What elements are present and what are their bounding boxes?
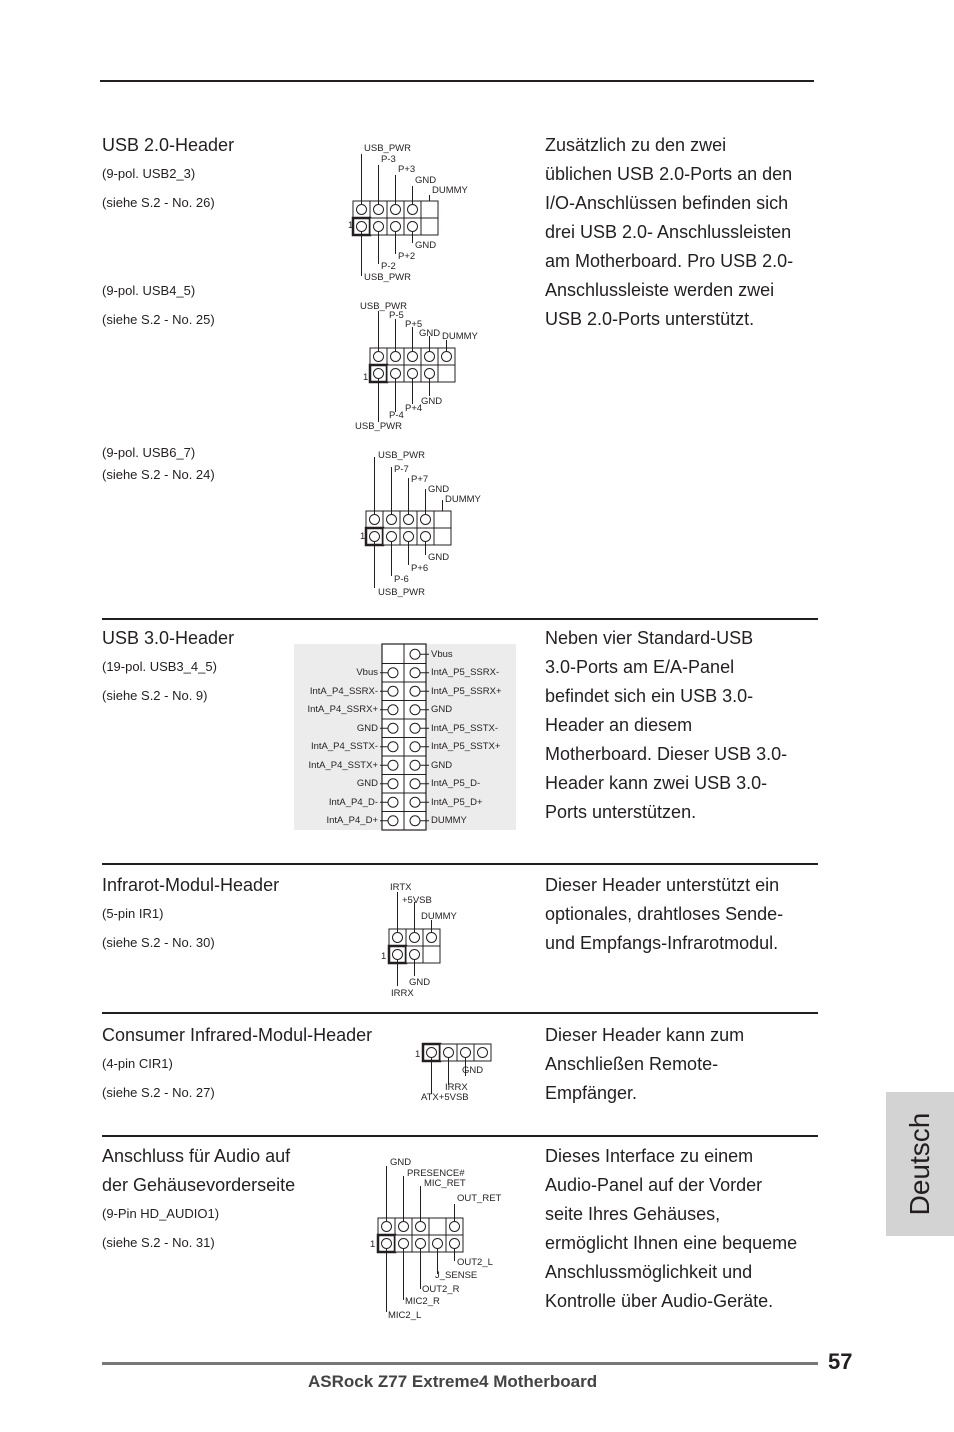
pin1-label: 1	[360, 531, 366, 542]
pin-label: P-3	[381, 154, 396, 165]
audio-desc-line: Anschlussmöglichkeit und	[545, 1262, 753, 1282]
cir-description	[545, 1021, 820, 1108]
pin-label: J_SENSE	[435, 1270, 478, 1281]
cir-pin-diagram	[414, 1040, 509, 1105]
usb3-desc-line: 3.0-Ports am E/A-Panel	[545, 657, 735, 677]
usb3-pin-diagram	[294, 644, 516, 830]
pin-label: IntA_P5_D-	[431, 778, 481, 789]
pin	[388, 723, 398, 733]
pin-label: IntA_P5_SSTX-	[431, 723, 499, 734]
pin-label: P-7	[394, 464, 409, 475]
pin-label: MIC2_L	[388, 1310, 422, 1321]
usb2-desc-line: I/O-Anschlüssen befinden sich	[545, 193, 789, 213]
audio-title-line1: Anschluss für Audio auf	[102, 1146, 291, 1166]
section-divider	[102, 863, 818, 865]
pin-label: USB_PWR	[378, 587, 425, 598]
pin	[388, 760, 398, 770]
pin-label: GND	[428, 552, 450, 563]
usb2-sub2a: (9-pol. USB4_5)	[102, 283, 196, 298]
usb3-desc-line: Neben vier Standard-USB	[545, 628, 754, 648]
pin-label: USB_PWR	[360, 301, 407, 312]
cir-sub-a: (4-pin CIR1)	[102, 1056, 173, 1071]
ir-description	[545, 871, 820, 958]
ir-title: Infrarot-Modul-Header	[102, 875, 280, 895]
pin-label: IntA_P4_D-	[328, 797, 378, 808]
ir-desc-line: und Empfangs-Infrarotmodul.	[545, 933, 779, 953]
usb2-desc-line: USB 2.0-Ports unterstützt.	[545, 309, 755, 329]
ir-sub-b: (siehe S.2 - No. 30)	[102, 935, 215, 950]
pin-label: P-4	[389, 410, 404, 421]
pin-label: IntA_P5_SSRX-	[431, 667, 500, 678]
pin-label: USB_PWR	[364, 272, 411, 283]
pin	[388, 705, 398, 715]
section-divider	[102, 1135, 818, 1137]
pin	[388, 668, 398, 678]
pin-label: GND	[390, 1157, 412, 1168]
pin-label: +5VSB	[402, 895, 432, 906]
pin1-label: 1	[363, 372, 369, 383]
pin-label: GND	[419, 328, 441, 339]
usb3-title: USB 3.0-Header	[102, 628, 235, 648]
pin	[410, 668, 420, 678]
pin	[388, 797, 398, 807]
usb6-7-pin-diagram	[358, 447, 498, 599]
pin	[388, 779, 398, 789]
usb3-desc-line: Ports unterstützen.	[545, 802, 697, 822]
pin	[410, 797, 420, 807]
pin	[410, 760, 420, 770]
pin-label: P-2	[381, 261, 396, 272]
usb2-desc-line: Zusätzlich zu den zwei	[545, 135, 727, 155]
pin-label: IRTX	[390, 882, 412, 893]
usb3-sub-a: (19-pol. USB3_4_5)	[102, 659, 217, 674]
pin-label: MIC2_R	[405, 1296, 440, 1307]
cir-title: Consumer Infrared-Modul-Header	[102, 1025, 373, 1045]
pin-label: USB_PWR	[355, 421, 402, 432]
pin-label: IntA_P5_SSRX+	[431, 686, 502, 697]
cir-desc-line: Anschließen Remote-	[545, 1054, 719, 1074]
pin-label: GND	[415, 240, 437, 251]
pin-label: GND	[428, 484, 450, 495]
usb2-title: USB 2.0-Header	[102, 135, 235, 155]
audio-desc-line: Audio-Panel auf der Vorder	[545, 1175, 763, 1195]
pin-label: MIC_RET	[424, 1178, 466, 1189]
pin-label: DUMMY	[445, 494, 481, 505]
pin1-label: 1	[370, 1239, 376, 1250]
audio-sub-a: (9-Pin HD_AUDIO1)	[102, 1206, 220, 1221]
pin-label: GND	[421, 396, 443, 407]
pin-label: P+5	[405, 319, 423, 330]
pin-label: GND	[431, 760, 453, 771]
pin-label: GND	[462, 1065, 484, 1076]
pin-label: DUMMY	[432, 185, 468, 196]
audio-desc-line: ermöglicht Ihnen eine bequeme	[545, 1233, 798, 1253]
usb2-3-pin-diagram	[340, 140, 480, 285]
pin	[410, 779, 420, 789]
pin-label: DUMMY	[431, 815, 467, 826]
pin-label: IntA_P5_D+	[431, 797, 483, 808]
pin-label: Vbus	[356, 667, 378, 678]
usb2-description	[545, 131, 820, 334]
pin-label: IRRX	[445, 1082, 468, 1093]
pin-label: GND	[431, 704, 453, 715]
pin-label: IntA_P4_D+	[326, 815, 378, 826]
usb2-sub1b: (siehe S.2 - No. 26)	[102, 195, 215, 210]
pin-label: OUT2_L	[457, 1257, 493, 1268]
pin-label: IntA_P4_SSTX+	[308, 760, 378, 771]
ir-desc-line: optionales, drahtloses Sende-	[545, 904, 784, 924]
language-tab	[886, 1092, 954, 1236]
pin-label: OUT_RET	[457, 1193, 502, 1204]
pin-label: IRRX	[391, 988, 414, 999]
pin-label: PRESENCE#	[407, 1168, 465, 1179]
pin-label: Vbus	[431, 649, 453, 660]
pin-label: DUMMY	[421, 911, 457, 922]
pin-label: P+6	[411, 563, 429, 574]
footer-rule	[102, 1362, 818, 1365]
usb3-desc-line: befindet sich ein USB 3.0-	[545, 686, 754, 706]
pin1-label: 1	[415, 1049, 421, 1060]
ir-desc-line: Dieser Header unterstützt ein	[545, 875, 780, 895]
pin-label: GND	[356, 778, 378, 789]
usb3-description	[545, 624, 820, 827]
ir-pin-diagram	[380, 880, 490, 1000]
pin-label: IntA_P5_SSTX+	[431, 741, 501, 752]
footer-title: ASRock Z77 Extreme4 Motherboard	[308, 1372, 598, 1391]
pin	[410, 649, 420, 659]
cir-desc-line: Dieser Header kann zum	[545, 1025, 745, 1045]
language-tab-label: Deutsch	[904, 1112, 935, 1216]
pin-label: P+4	[405, 403, 423, 414]
pin1-label: 1	[381, 951, 387, 962]
pin-label: GND	[409, 977, 431, 988]
pin-label: USB_PWR	[378, 450, 425, 461]
pin-label: P+7	[411, 474, 429, 485]
usb2-desc-line: Anschlussleiste werden zwei	[545, 280, 775, 300]
pin-label: IntA_P4_SSTX-	[310, 741, 378, 752]
usb2-sub1a: (9-pol. USB2_3)	[102, 166, 196, 181]
usb3-desc-line: Motherboard. Dieser USB 3.0-	[545, 744, 788, 764]
pin-label: P+3	[398, 164, 416, 175]
pin-label: USB_PWR	[364, 143, 411, 154]
pin	[388, 742, 398, 752]
usb2-sub2b: (siehe S.2 - No. 25)	[102, 312, 215, 327]
ir-sub-a: (5-pin IR1)	[102, 906, 164, 921]
page-number: 57	[828, 1349, 853, 1374]
usb3-desc-line: Header kann zwei USB 3.0-	[545, 773, 768, 793]
cir-desc-line: Empfänger.	[545, 1083, 638, 1103]
usb4-5-pin-diagram	[355, 300, 495, 435]
usb2-sub3b: (siehe S.2 - No. 24)	[102, 467, 215, 482]
audio-desc-line: Kontrolle über Audio-Geräte.	[545, 1291, 774, 1311]
pin-label: P+2	[398, 251, 416, 262]
pin	[410, 723, 420, 733]
pin	[410, 742, 420, 752]
audio-desc-line: Dieses Interface zu einem	[545, 1146, 754, 1166]
pin-label: IntA_P4_SSRX+	[307, 704, 378, 715]
pin	[388, 816, 398, 826]
usb3-sub-b: (siehe S.2 - No. 9)	[102, 688, 208, 703]
top-rule	[100, 80, 814, 82]
audio-title-line2: der Gehäusevorderseite	[102, 1175, 296, 1195]
section-divider	[102, 1012, 818, 1014]
pin	[410, 686, 420, 696]
pin	[410, 705, 420, 715]
audio-description	[545, 1142, 820, 1316]
usb2-desc-line: am Motherboard. Pro USB 2.0-	[545, 251, 794, 271]
pin	[410, 816, 420, 826]
pin-label: DUMMY	[442, 331, 478, 342]
cir-sub-b: (siehe S.2 - No. 27)	[102, 1085, 215, 1100]
usb2-desc-line: drei USB 2.0- Anschlussleisten	[545, 222, 792, 242]
usb2-sub3a: (9-pol. USB6_7)	[102, 445, 196, 460]
pin	[388, 686, 398, 696]
pin-label: P-6	[394, 574, 409, 585]
usb3-desc-line: Header an diesem	[545, 715, 693, 735]
usb2-desc-line: üblichen USB 2.0-Ports an den	[545, 164, 793, 184]
audio-desc-line: seite Ihres Gehäuses,	[545, 1204, 721, 1224]
section-divider	[102, 618, 818, 620]
audio-sub-b: (siehe S.2 - No. 31)	[102, 1235, 215, 1250]
pin-label: OUT2_R	[422, 1284, 460, 1295]
pin-label: IntA_P4_SSRX-	[309, 686, 378, 697]
pin-label: GND	[356, 723, 378, 734]
pin1-label: 1	[348, 220, 354, 231]
pin-label: GND	[415, 175, 437, 186]
pin-label: ATX+5VSB	[421, 1092, 469, 1103]
pin-label: P-5	[389, 310, 404, 321]
audio-pin-diagram	[366, 1152, 506, 1326]
